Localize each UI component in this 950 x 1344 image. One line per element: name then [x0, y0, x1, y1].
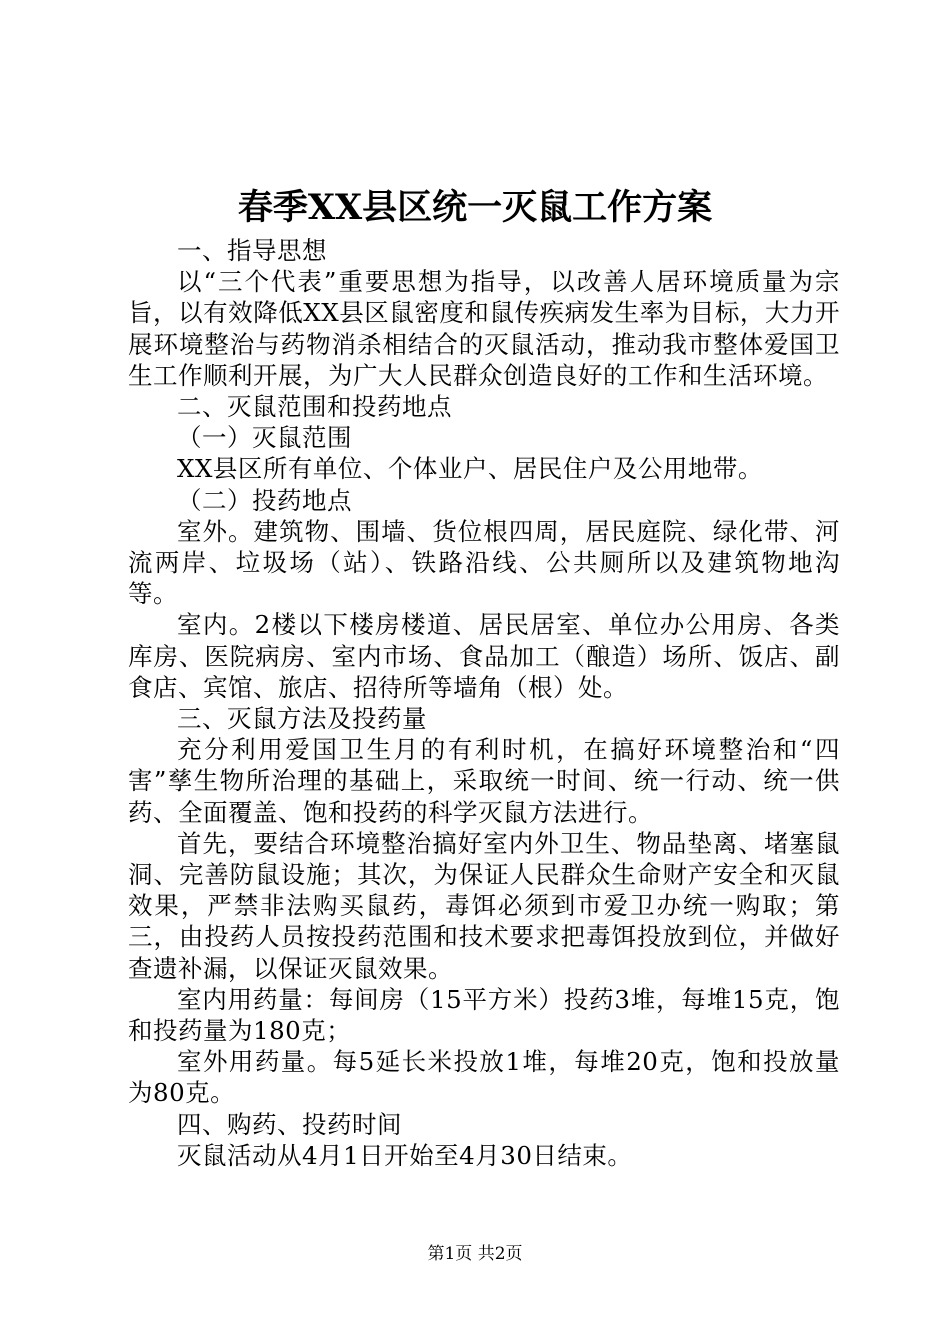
paragraph-guiding-thought: 以“三个代表”重要思想为指导，以改善人居环境质量为宗旨，以有效降低XX县区鼠密度和鼠传疾病发生率为目标，大力开展环境整治与药物消杀相结合的灭鼠活动，推动我市整体爱国卫生工作顺利开展，为广大人民群众创造良好的工作和生活环境。: [128, 267, 840, 390]
section-heading-methods-dosage: 三、灭鼠方法及投药量: [177, 704, 427, 734]
section-heading-guiding-thought: 一、指导思想: [177, 236, 327, 265]
paragraph-outdoor-locations: 室外。建筑物、围墙、货位根四周，居民庭院、绿化带、河流两岸、垃圾场（站）、铁路沿线、公共厕所以及建筑物地沟等。: [128, 516, 840, 609]
paragraph-indoor-locations: 室内。2楼以下楼房楼道、居民居室、单位办公用房、各类库房、医院病房、室内市场、食品加工（酿造）场所、饭店、副食店、宾馆、旅店、招待所等墙角（根）处。: [128, 610, 840, 702]
paragraph-outdoor-dosage: 室外用药量。每5延长米投放1堆，每堆20克，饱和投放量为80克。: [128, 1047, 840, 1108]
section-heading-scope-locations: 二、灭鼠范围和投药地点: [177, 392, 452, 422]
document-title: 春季XX县区统一灭鼠工作方案: [237, 187, 713, 228]
section-heading-purchase-time: 四、购药、投药时间: [177, 1109, 402, 1139]
paragraph-scope: XX县区所有单位、个体业户、居民住户及公用地带。: [177, 454, 763, 484]
document-body: [128, 235, 840, 1171]
subsection-heading-scope: （一）灭鼠范围: [177, 423, 352, 453]
paragraph-indoor-dosage: 室内用药量：每间房（15平方米）投药3堆，每堆15克，饱和投药量为180克；: [128, 984, 840, 1046]
paragraph-steps: 首先，要结合环境整治搞好室内外卫生、物品垫离、堵塞鼠洞、完善防鼠设施；其次，为保证人民群众生命财产安全和灭鼠效果，严禁非法购买鼠药，毒饵必须到市爱卫办统一购取；第三，由投药人员按投药范围和技术要求把毒饵投放到位，并做好查遗补漏，以保证灭鼠效果。: [128, 828, 840, 983]
subsection-heading-locations: （二）投药地点: [177, 485, 352, 515]
paragraph-methods: 充分利用爱国卫生月的有利时机，在搞好环境整治和“四害”孳生物所治理的基础上，采取统一时间、统一行动、统一供药、全面覆盖、饱和投药的科学灭鼠方法进行。: [128, 735, 840, 827]
paragraph-activity-period: 灭鼠活动从4月1日开始至4月30日结束。: [177, 1140, 633, 1170]
page-number-footer: 第1页 共2页: [427, 1244, 523, 1264]
